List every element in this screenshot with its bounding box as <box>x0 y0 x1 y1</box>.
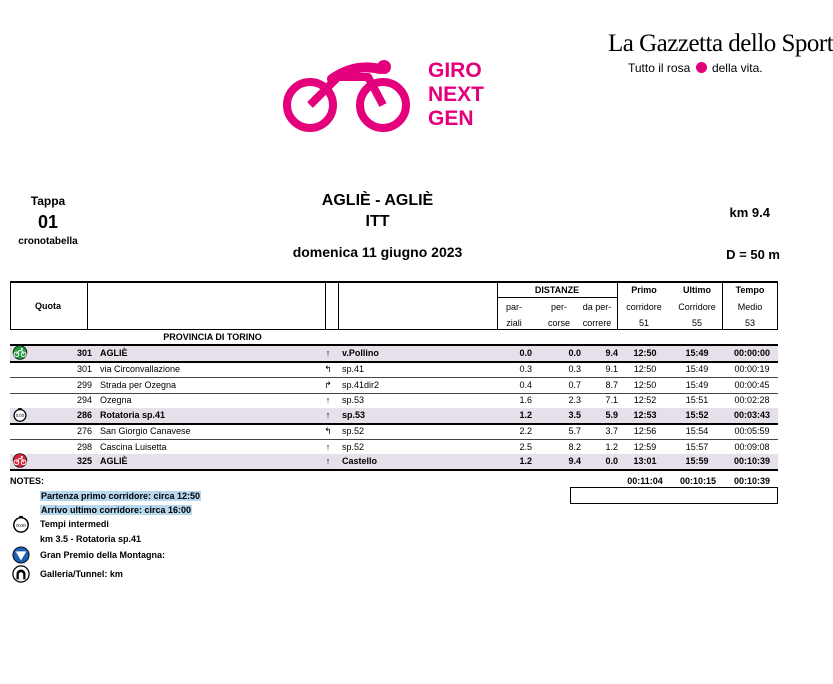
header-ultimo-2: Corridore <box>678 302 716 312</box>
cell-road: sp.53 <box>342 410 366 420</box>
cell-quota: 294 <box>76 395 92 405</box>
cell-place: San Giorgio Canavese <box>100 426 191 436</box>
cell-percorse: 8.2 <box>568 442 581 452</box>
cell-ultimo: 15:49 <box>685 348 709 358</box>
cell-dir: ↱ <box>324 380 332 390</box>
cell-ultimo: 15:49 <box>685 380 709 390</box>
tagline-post: della vita. <box>711 61 763 75</box>
cell-parziali: 0.0 <box>519 348 532 358</box>
cell-place: AGLIÈ <box>100 456 128 466</box>
cell-dir: ↑ <box>325 456 331 466</box>
cell-quota: 276 <box>76 426 92 436</box>
cell-dir: ↑ <box>325 442 331 452</box>
cell-percorrere: 8.7 <box>605 380 618 390</box>
cell-percorrere: 1.2 <box>605 442 618 452</box>
cell-quota: 325 <box>76 456 92 466</box>
cell-road: sp.41dir2 <box>342 380 380 390</box>
cell-dir: ↰ <box>324 426 332 436</box>
cell-ultimo: 15:51 <box>685 395 709 405</box>
province-label: PROVINCIA DI TORINO <box>163 332 262 342</box>
note-gpm: Gran Premio della Montagna: <box>40 550 166 560</box>
note-galleria: Galleria/Tunnel: km <box>40 569 123 579</box>
logo-line-next: NEXT <box>428 83 485 106</box>
cell-tempo: 00:00:00 <box>733 348 771 358</box>
gazzetta-tagline <box>628 61 763 75</box>
header-primo-3: 51 <box>638 318 649 328</box>
cell-quota: 301 <box>76 348 92 358</box>
table-row <box>10 424 778 439</box>
header-ultimo-1: Ultimo <box>683 285 711 295</box>
header-parziali-1: par- <box>505 302 522 312</box>
cell-percorrere: 5.9 <box>605 410 618 420</box>
total-tempo: 00:10:39 <box>733 476 771 486</box>
cell-parziali: 1.6 <box>519 395 532 405</box>
cell-ultimo: 15:49 <box>685 364 709 374</box>
cell-primo: 12:50 <box>633 364 657 374</box>
tappa-type: cronotabella <box>18 236 78 247</box>
table-row <box>10 362 778 377</box>
cell-percorse: 0.3 <box>568 364 581 374</box>
start-bike-icon <box>10 345 30 360</box>
cell-tempo: 00:03:43 <box>733 410 771 420</box>
svg-text:0:00: 0:00 <box>16 413 24 419</box>
cell-ultimo: 15:52 <box>685 410 709 420</box>
cell-percorrere: 9.4 <box>605 348 618 358</box>
cell-percorrere: 0.0 <box>605 456 618 466</box>
cell-percorse: 5.7 <box>568 426 581 436</box>
cell-place: Strada per Ozegna <box>100 380 177 390</box>
cell-tempo: 00:00:45 <box>734 380 770 390</box>
note-intermedi-detail: km 3.5 - Rotatoria sp.41 <box>40 534 142 544</box>
header-quota: Quota <box>35 301 61 311</box>
cell-road: sp.41 <box>342 364 365 374</box>
cell-dir: ↑ <box>325 410 331 420</box>
total-primo: 00:11:04 <box>627 476 663 486</box>
cell-ultimo: 15:57 <box>685 442 709 452</box>
header-tempo-1: Tempo <box>735 285 765 295</box>
giro-next-gen-logo <box>280 55 510 135</box>
tagline-pre: Tutto il rosa <box>628 61 691 75</box>
stage-route: AGLIÈ - AGLIÈ <box>321 192 434 209</box>
cell-percorse: 3.5 <box>568 410 581 420</box>
cell-place: Ozegna <box>100 395 132 405</box>
cell-percorse: 9.4 <box>568 456 581 466</box>
cell-percorrere: 3.7 <box>605 426 618 436</box>
cell-parziali: 2.5 <box>519 442 532 452</box>
header-percorrere-2: correre <box>582 318 612 328</box>
cell-dir: ↰ <box>324 364 332 374</box>
stage-d: D = 50 m <box>726 247 780 262</box>
stage-kind: ITT <box>365 213 390 230</box>
header-distanze: DISTANZE <box>534 285 580 295</box>
cell-road: Castello <box>342 456 378 466</box>
cell-tempo: 00:02:28 <box>734 395 770 405</box>
svg-text:0:00: 0:00 <box>16 524 26 530</box>
cell-ultimo: 15:54 <box>685 426 709 436</box>
cell-parziali: 0.3 <box>519 364 532 374</box>
note-arrivo: Arrivo ultimo corridore: circa 16:00 <box>41 505 192 515</box>
note-partenza: Partenza primo corridore: circa 12:50 <box>41 491 201 501</box>
table-row <box>10 378 778 393</box>
cell-dir: ↑ <box>325 395 331 405</box>
cell-percorse: 0.0 <box>568 348 581 358</box>
cell-ultimo: 15:59 <box>685 456 709 466</box>
header-primo-2: corridore <box>626 302 662 312</box>
header-percorrere-1: da per- <box>582 302 612 312</box>
header-percorse-1: per- <box>550 302 567 312</box>
gazzetta-logo: La Gazzetta dello Sport <box>608 30 833 57</box>
cell-place: via Circonvallazione <box>100 364 181 374</box>
stopwatch-icon <box>10 407 30 422</box>
table-row <box>10 346 778 361</box>
cell-quota: 298 <box>76 442 92 452</box>
table-row <box>10 440 778 455</box>
stage-distance: km 9.4 <box>729 205 770 220</box>
cell-tempo: 00:00:19 <box>734 364 770 374</box>
cell-percorrere: 9.1 <box>605 364 618 374</box>
cell-road: v.Pollino <box>342 348 379 358</box>
cell-tempo: 00:05:59 <box>734 426 770 436</box>
cell-quota: 299 <box>76 380 92 390</box>
cell-place: Rotatoria sp.41 <box>100 410 166 420</box>
row-divider <box>10 469 778 471</box>
cell-parziali: 1.2 <box>519 456 532 466</box>
cell-dir: ↑ <box>325 348 331 358</box>
cell-percorse: 0.7 <box>568 380 581 390</box>
finish-bike-icon <box>10 453 30 468</box>
cell-primo: 12:56 <box>633 426 657 436</box>
header-percorse-2: corse <box>547 318 570 328</box>
header-tempo-3: 53 <box>744 318 755 328</box>
cell-road: sp.53 <box>342 395 365 405</box>
logo-line-gen: GEN <box>428 107 474 130</box>
total-ultimo: 00:10:15 <box>679 476 717 486</box>
notes-label: NOTES: <box>10 476 45 486</box>
table-row <box>10 454 778 469</box>
header-tempo-2: Medio <box>737 302 763 312</box>
cell-place: AGLIÈ <box>100 348 128 358</box>
cell-primo: 12:52 <box>633 395 657 405</box>
cell-primo: 12:50 <box>633 348 657 358</box>
stage-date: domenica 11 giugno 2023 <box>292 244 463 260</box>
cell-road: sp.52 <box>342 426 365 436</box>
cell-parziali: 2.2 <box>519 426 532 436</box>
cell-primo: 12:53 <box>633 410 657 420</box>
cell-parziali: 0.4 <box>519 380 532 390</box>
table-row <box>10 393 778 408</box>
cell-percorse: 2.3 <box>568 395 581 405</box>
tunnel-icon <box>12 565 30 583</box>
rosa-ball-icon <box>696 62 707 73</box>
mountain-sprint-icon <box>12 546 30 564</box>
cell-primo: 12:59 <box>633 442 657 452</box>
cell-quota: 301 <box>76 364 92 374</box>
tappa-number: 01 <box>37 212 59 232</box>
note-intermedi: Tempi intermedi <box>40 519 109 529</box>
header-parziali-2: ziali <box>506 318 522 328</box>
cell-quota: 286 <box>76 410 92 420</box>
header-primo-1: Primo <box>631 285 657 295</box>
table-row <box>10 408 778 423</box>
header-ultimo-3: 55 <box>691 318 702 328</box>
tappa-label: Tappa <box>30 194 66 208</box>
cell-place: Cascina Luisetta <box>100 442 167 452</box>
cell-parziali: 1.2 <box>519 410 532 420</box>
cell-tempo: 00:10:39 <box>733 456 771 466</box>
logo-line-giro: GIRO <box>428 59 482 82</box>
cell-primo: 12:50 <box>633 380 657 390</box>
stopwatch-icon <box>12 515 30 533</box>
cell-percorrere: 7.1 <box>605 395 618 405</box>
cell-road: sp.52 <box>342 442 365 452</box>
cell-primo: 13:01 <box>633 456 657 466</box>
cell-tempo: 00:09:08 <box>734 442 770 452</box>
